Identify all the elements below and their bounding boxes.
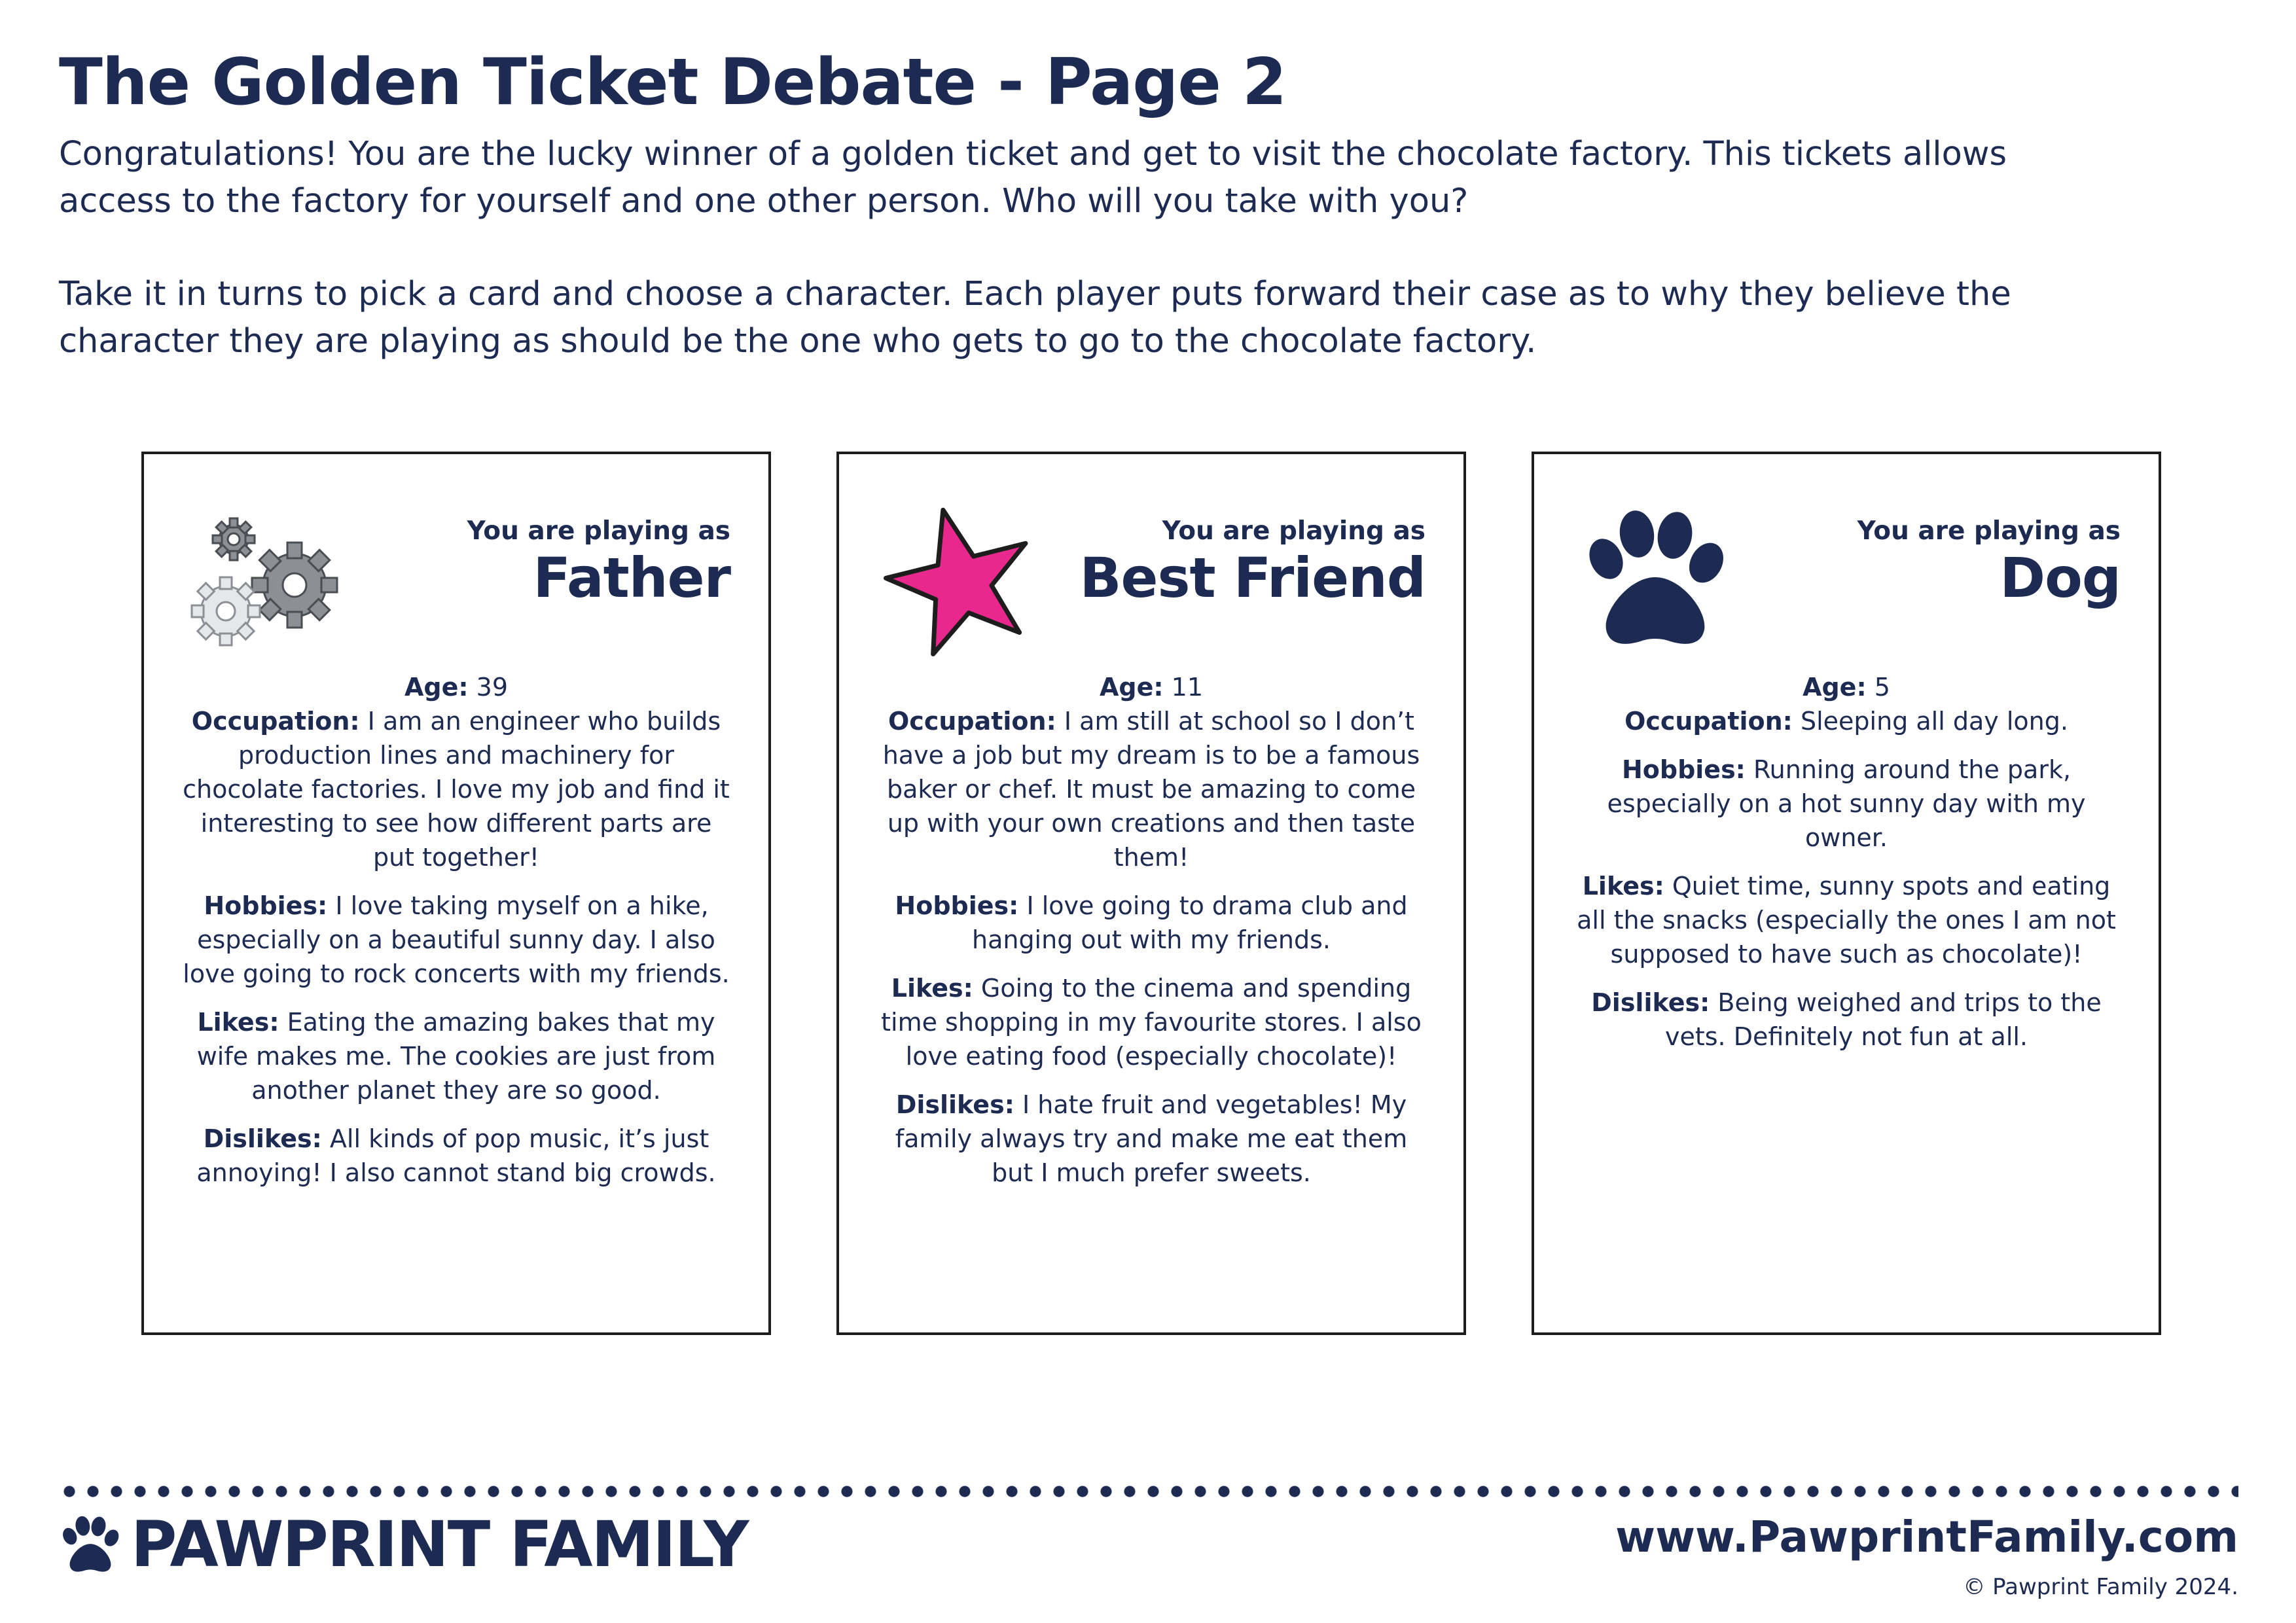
occupation-value: I am still at school so I don’t have a job but my dream is to be a famous baker or chef. It must be amazing to come up with your own creations and then taste them! xyxy=(882,707,1420,872)
age-label: Age: xyxy=(404,673,469,702)
dislikes-value: Being weighed and trips to the vets. Definitely not fun at all. xyxy=(1664,988,2102,1051)
character-card-father xyxy=(141,452,771,1335)
occupation-value: I am an engineer who builds production lines and machinery for chocolate factories. I love my job and find it interesting to see how different parts are put together! xyxy=(183,707,730,872)
playing-as-label: You are playing as xyxy=(467,516,730,546)
age-label: Age: xyxy=(1803,673,1867,702)
copyright-notice: © Pawprint Family 2024. xyxy=(1963,1574,2238,1600)
page-title: The Golden Ticket Debate - Page 2 xyxy=(59,45,1287,120)
hobbies-line xyxy=(180,889,732,991)
dislikes-value: All kinds of pop music, it’s just annoying! I also cannot stand big crowds. xyxy=(196,1124,716,1187)
likes-line xyxy=(1570,869,2123,971)
occupation-line xyxy=(1570,704,2123,738)
gears-icon xyxy=(187,500,344,657)
character-details xyxy=(875,670,1427,1204)
dislikes-value: I hate fruit and vegetables! My family always try and make me eat them but I much prefer sweets. xyxy=(895,1090,1408,1187)
age-label: Age: xyxy=(1099,673,1164,702)
likes-label: Likes: xyxy=(1582,872,1664,901)
age-line xyxy=(180,670,732,704)
hobbies-value: I love going to drama club and hanging out with my friends. xyxy=(971,891,1408,954)
character-details xyxy=(180,670,732,1204)
dislikes-label: Dislikes: xyxy=(895,1090,1014,1119)
intro-paragraph-1: Congratulations! You are the lucky winner of a golden ticket and get to visit the chocolate factory. This tickets allows access to the factory for yourself and one other person. Who will you take with you? xyxy=(59,135,2007,221)
intro-text xyxy=(59,131,2121,365)
age-value: 39 xyxy=(476,673,509,702)
occupation-label: Occupation: xyxy=(888,707,1056,736)
likes-value: Going to the cinema and spending time shopping in my favourite stores. I also love eating food (especially chocolate)! xyxy=(881,974,1422,1071)
brand-name: PAWPRINT FAMILY xyxy=(131,1508,748,1581)
dislikes-line xyxy=(875,1088,1427,1190)
likes-label: Likes: xyxy=(891,974,973,1003)
character-name: Best Friend xyxy=(1079,546,1426,610)
likes-value: Quiet time, sunny spots and eating all the snacks (especially the ones I am not supposed to have such as chocolate)! xyxy=(1577,872,2116,969)
playing-as-label: You are playing as xyxy=(1162,516,1426,546)
hobbies-label: Hobbies: xyxy=(204,891,328,920)
paw-logo-icon xyxy=(58,1508,123,1580)
website-link[interactable]: www.PawprintFamily.com xyxy=(1615,1512,2238,1562)
age-value: 11 xyxy=(1171,673,1204,702)
paw-icon xyxy=(1577,500,1734,657)
character-card-dog xyxy=(1532,452,2161,1335)
character-details xyxy=(1570,670,2123,1068)
occupation-line xyxy=(875,704,1427,874)
age-line xyxy=(1570,670,2123,704)
playing-as-label: You are playing as xyxy=(1857,516,2121,546)
star-icon xyxy=(882,500,1039,657)
hobbies-label: Hobbies: xyxy=(895,891,1019,920)
occupation-label: Occupation: xyxy=(1624,707,1793,736)
dislikes-label: Dislikes: xyxy=(1591,988,1710,1017)
intro-paragraph-2: Take it in turns to pick a card and choose a character. Each player puts forward their case as to why they believe the character they are playing as should be the one who gets to go to the chocolate factory. xyxy=(59,275,2011,361)
occupation-value: Sleeping all day long. xyxy=(1800,707,2068,736)
dislikes-line xyxy=(180,1122,732,1190)
dislikes-line xyxy=(1570,986,2123,1054)
hobbies-value: Running around the park, especially on a hot sunny day with my owner. xyxy=(1607,755,2086,852)
age-line xyxy=(875,670,1427,704)
hobbies-line xyxy=(875,889,1427,957)
character-name: Father xyxy=(533,546,730,610)
hobbies-label: Hobbies: xyxy=(1621,755,1746,784)
likes-line xyxy=(180,1005,732,1107)
occupation-line xyxy=(180,704,732,874)
likes-label: Likes: xyxy=(197,1008,279,1037)
brand-logo xyxy=(58,1508,748,1580)
character-card-best-friend xyxy=(836,452,1466,1335)
age-value: 5 xyxy=(1874,673,1890,702)
occupation-label: Occupation: xyxy=(191,707,360,736)
hobbies-value: I love taking myself on a hike, especially on a beautiful sunny day. I also love going to rock concerts with my friends. xyxy=(183,891,730,988)
dotted-divider xyxy=(58,1486,2238,1497)
hobbies-line xyxy=(1570,753,2123,855)
character-name: Dog xyxy=(2000,546,2121,610)
dislikes-label: Dislikes: xyxy=(203,1124,322,1153)
likes-line xyxy=(875,971,1427,1073)
likes-value: Eating the amazing bakes that my wife makes me. The cookies are just from another planet they are so good. xyxy=(196,1008,716,1105)
